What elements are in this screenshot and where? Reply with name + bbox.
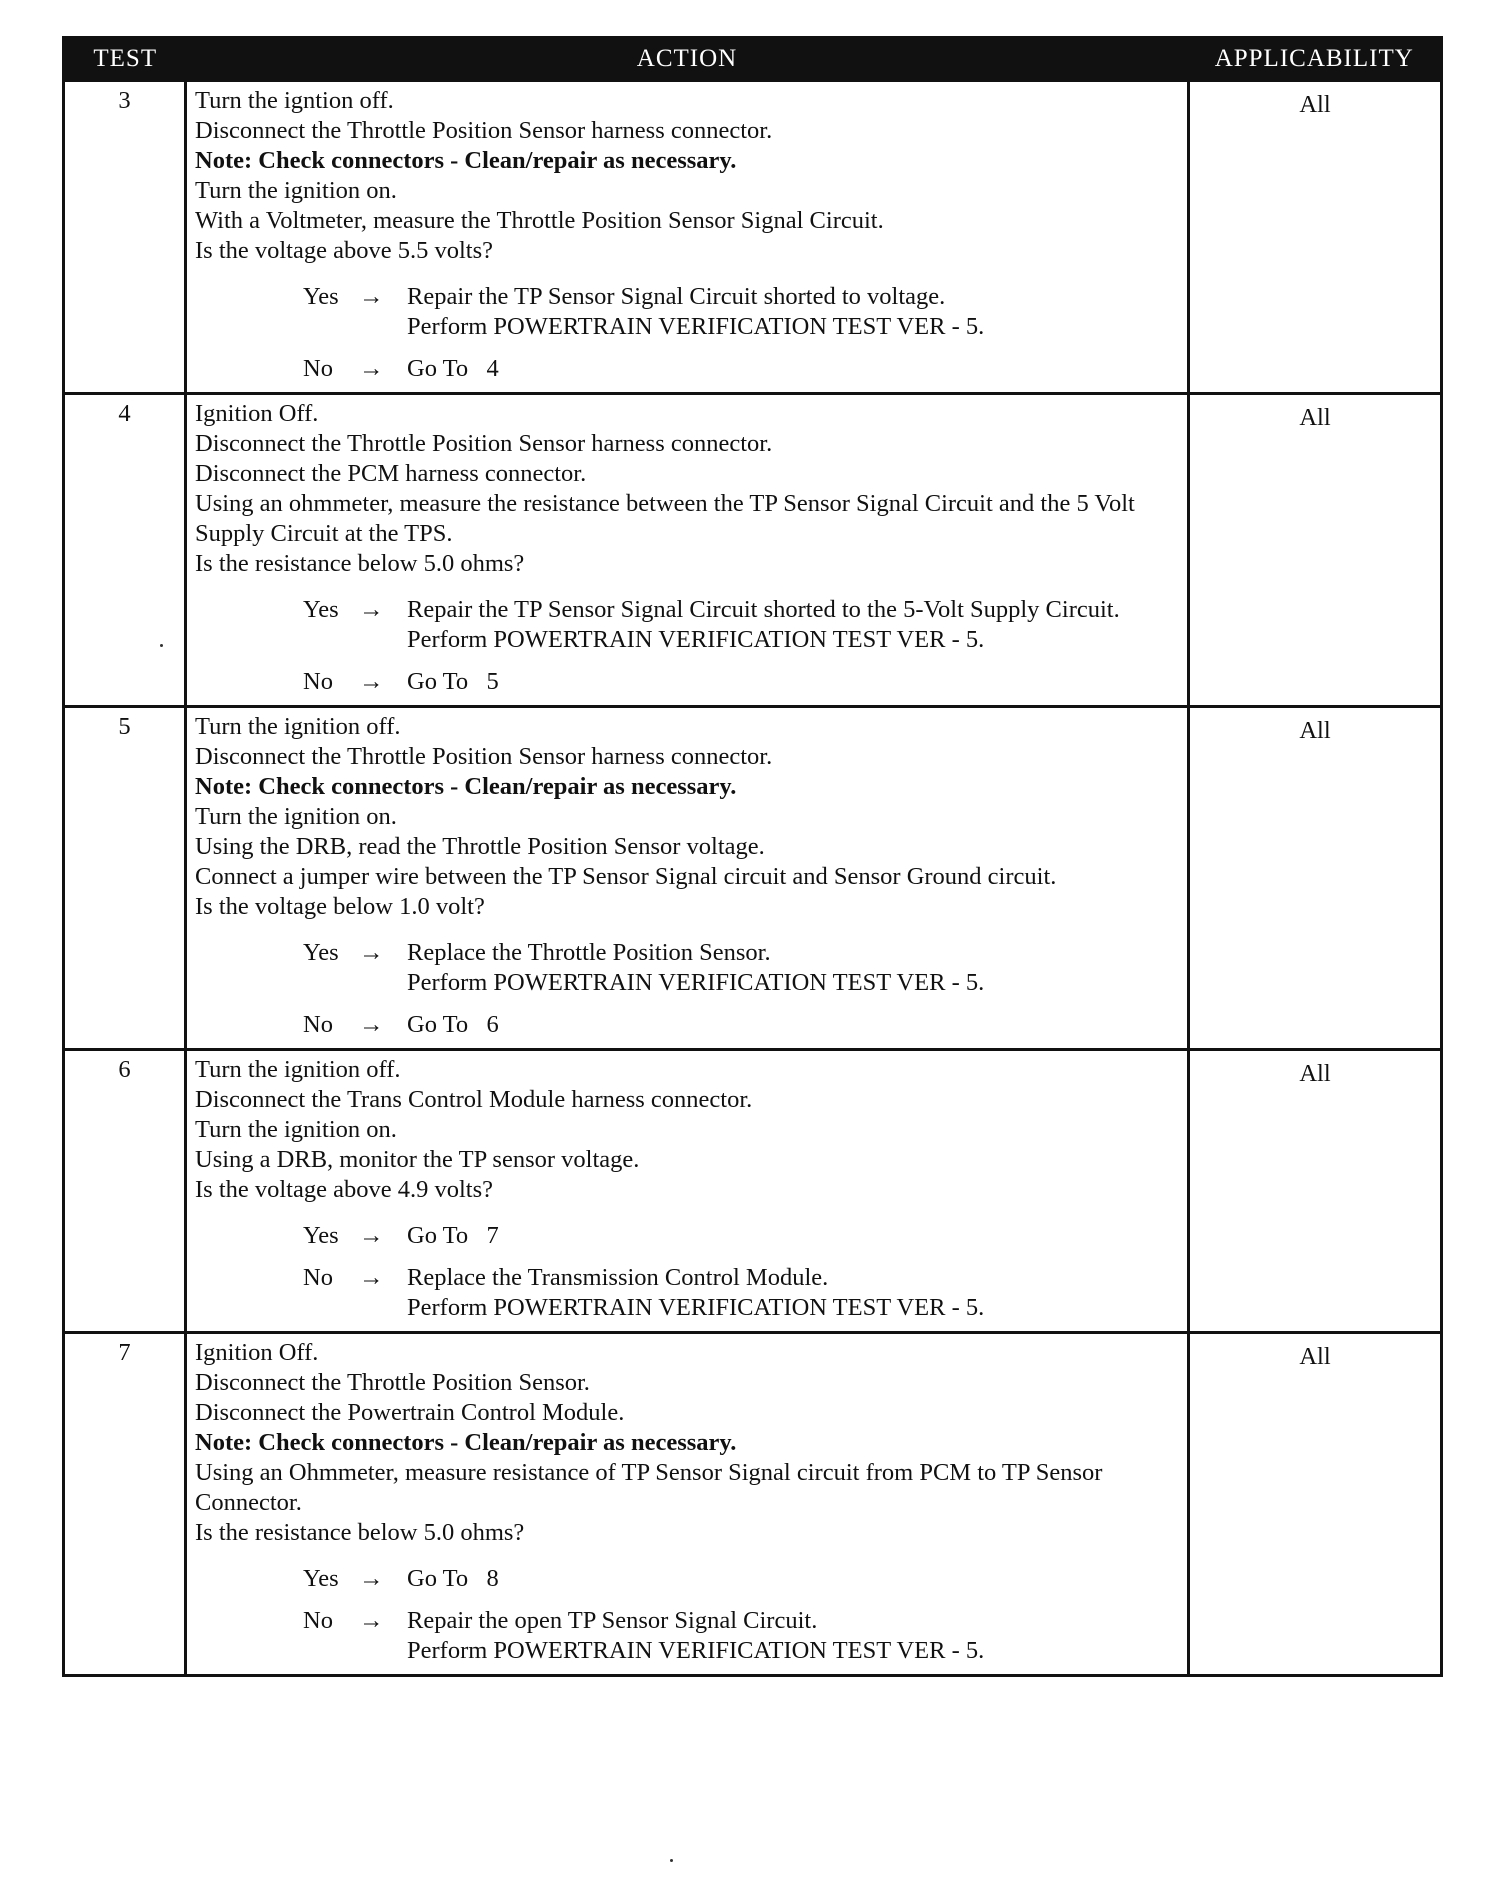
outcome-list xyxy=(195,595,1181,697)
action-line: Turn the ignition on. xyxy=(195,177,397,204)
arrow-right-icon: → xyxy=(359,668,384,695)
outcome-line: Perform POWERTRAIN VERIFICATION TEST VER - 5. xyxy=(407,626,985,653)
outcome-label: No xyxy=(303,1264,333,1291)
outcome-text xyxy=(407,1606,1181,1666)
outcome-line: Go To 5 xyxy=(407,668,499,695)
outcome-text xyxy=(407,282,1181,342)
outcome-text xyxy=(407,1263,1181,1323)
action-line: Ignition Off. xyxy=(195,400,319,427)
header-row xyxy=(64,38,1442,81)
action-line: With a Voltmeter, measure the Throttle Position Sensor Signal Circuit. xyxy=(195,207,884,234)
table-row xyxy=(64,707,1442,1050)
action-line: Disconnect the Powertrain Control Module. xyxy=(195,1399,625,1426)
outcome-line: Perform POWERTRAIN VERIFICATION TEST VER - 5. xyxy=(407,313,985,340)
table-row xyxy=(64,1333,1442,1676)
outcome-label: Yes xyxy=(303,596,339,623)
outcome-yes xyxy=(303,282,1181,342)
applicability-cell: All xyxy=(1189,707,1442,1050)
outcome-list xyxy=(195,1564,1181,1666)
test-number: 5 xyxy=(64,707,186,1050)
outcome-line: Perform POWERTRAIN VERIFICATION TEST VER - 5. xyxy=(407,969,985,996)
outcome-label: Yes xyxy=(303,1565,339,1592)
outcome-line: Perform POWERTRAIN VERIFICATION TEST VER - 5. xyxy=(407,1637,985,1664)
action-line: Disconnect the PCM harness connector. xyxy=(195,460,587,487)
applicability-cell: All xyxy=(1189,1050,1442,1333)
outcome-line: Perform POWERTRAIN VERIFICATION TEST VER - 5. xyxy=(407,1294,985,1321)
action-line: Disconnect the Trans Control Module harness connector. xyxy=(195,1086,753,1113)
outcome-line: Repair the TP Sensor Signal Circuit shorted to voltage. xyxy=(407,283,946,310)
action-line: Disconnect the Throttle Position Sensor harness connector. xyxy=(195,430,773,457)
action-line: Using an ohmmeter, measure the resistance between the TP Sensor Signal Circuit and the 5 Volt Supply Circuit at the TPS. xyxy=(195,490,1135,547)
table-row xyxy=(64,394,1442,707)
outcome-line: Repair the open TP Sensor Signal Circuit. xyxy=(407,1607,818,1634)
header-action: ACTION xyxy=(186,38,1189,81)
outcome-label: No xyxy=(303,1607,333,1634)
test-number: 4 xyxy=(64,394,186,707)
action-line: Turn the igntion off. xyxy=(195,87,394,114)
arrow-right-icon: → xyxy=(359,1607,384,1634)
action-line: Ignition Off. xyxy=(195,1339,319,1366)
action-cell xyxy=(186,394,1189,707)
action-line: Disconnect the Throttle Position Sensor harness connector. xyxy=(195,117,773,144)
outcome-line: Replace the Transmission Control Module. xyxy=(407,1264,829,1291)
outcome-no xyxy=(303,1010,1181,1040)
outcome-line: Go To 8 xyxy=(407,1565,499,1592)
outcome-text xyxy=(407,938,1181,998)
table-row xyxy=(64,81,1442,394)
scan-speck xyxy=(160,644,163,647)
test-number: 7 xyxy=(64,1333,186,1676)
action-cell xyxy=(186,81,1189,394)
applicability-cell: All xyxy=(1189,394,1442,707)
outcome-yes xyxy=(303,938,1181,998)
applicability-cell: All xyxy=(1189,81,1442,394)
action-line: Turn the ignition off. xyxy=(195,713,401,740)
header-applicability: APPLICABILITY xyxy=(1189,38,1442,81)
action-line: Using the DRB, read the Throttle Position Sensor voltage. xyxy=(195,833,765,860)
outcome-text xyxy=(407,1221,1181,1251)
scan-speck xyxy=(670,1859,673,1862)
outcome-line: Replace the Throttle Position Sensor. xyxy=(407,939,771,966)
action-line: Turn the ignition on. xyxy=(195,1116,397,1143)
outcome-list xyxy=(195,938,1181,1040)
action-line: Is the voltage above 5.5 volts? xyxy=(195,237,494,264)
action-line: Is the resistance below 5.0 ohms? xyxy=(195,550,525,577)
action-line: Turn the ignition on. xyxy=(195,803,397,830)
outcome-no xyxy=(303,354,1181,384)
action-line: Connect a jumper wire between the TP Sensor Signal circuit and Sensor Ground circuit. xyxy=(195,863,1057,890)
header-test: TEST xyxy=(64,38,186,81)
arrow-right-icon: → xyxy=(359,1222,384,1249)
arrow-right-icon: → xyxy=(359,1565,384,1592)
outcome-no xyxy=(303,667,1181,697)
outcome-yes xyxy=(303,1564,1181,1594)
outcome-line: Repair the TP Sensor Signal Circuit shorted to the 5-Volt Supply Circuit. xyxy=(407,596,1120,623)
outcome-list xyxy=(195,282,1181,384)
action-line: Turn the ignition off. xyxy=(195,1056,401,1083)
outcome-yes xyxy=(303,1221,1181,1251)
arrow-right-icon: → xyxy=(359,1011,384,1038)
action-line: Is the voltage below 1.0 volt? xyxy=(195,893,485,920)
table-body xyxy=(64,81,1442,1676)
action-line: Is the voltage above 4.9 volts? xyxy=(195,1176,494,1203)
outcome-text xyxy=(407,1564,1181,1594)
diagnostic-test-table xyxy=(62,36,1443,1677)
table-header xyxy=(64,38,1442,81)
outcome-no xyxy=(303,1263,1181,1323)
test-number: 3 xyxy=(64,81,186,394)
outcome-label: No xyxy=(303,1011,333,1038)
arrow-right-icon: → xyxy=(359,596,384,623)
arrow-right-icon: → xyxy=(359,283,384,310)
action-line: Using an Ohmmeter, measure resistance of TP Sensor Signal circuit from PCM to TP Sensor Connector. xyxy=(195,1459,1103,1516)
outcome-no xyxy=(303,1606,1181,1666)
outcome-text xyxy=(407,667,1181,697)
outcome-list xyxy=(195,1221,1181,1323)
outcome-text xyxy=(407,1010,1181,1040)
arrow-right-icon: → xyxy=(359,939,384,966)
outcome-label: Yes xyxy=(303,283,339,310)
outcome-yes xyxy=(303,595,1181,655)
table-row xyxy=(64,1050,1442,1333)
test-number: 6 xyxy=(64,1050,186,1333)
note-line: Note: Check connectors - Clean/repair as necessary. xyxy=(195,1429,737,1456)
outcome-label: No xyxy=(303,668,333,695)
arrow-right-icon: → xyxy=(359,355,384,382)
outcome-label: Yes xyxy=(303,939,339,966)
outcome-label: No xyxy=(303,355,333,382)
action-line: Using a DRB, monitor the TP sensor voltage. xyxy=(195,1146,640,1173)
action-cell xyxy=(186,1333,1189,1676)
note-line: Note: Check connectors - Clean/repair as necessary. xyxy=(195,773,737,800)
note-line: Note: Check connectors - Clean/repair as necessary. xyxy=(195,147,737,174)
applicability-cell: All xyxy=(1189,1333,1442,1676)
action-line: Is the resistance below 5.0 ohms? xyxy=(195,1519,525,1546)
outcome-line: Go To 7 xyxy=(407,1222,499,1249)
outcome-label: Yes xyxy=(303,1222,339,1249)
outcome-line: Go To 6 xyxy=(407,1011,499,1038)
action-line: Disconnect the Throttle Position Sensor harness connector. xyxy=(195,743,773,770)
action-cell xyxy=(186,1050,1189,1333)
outcome-text xyxy=(407,595,1181,655)
outcome-line: Go To 4 xyxy=(407,355,499,382)
arrow-right-icon: → xyxy=(359,1264,384,1291)
action-line: Disconnect the Throttle Position Sensor. xyxy=(195,1369,590,1396)
action-cell xyxy=(186,707,1189,1050)
outcome-text xyxy=(407,354,1181,384)
